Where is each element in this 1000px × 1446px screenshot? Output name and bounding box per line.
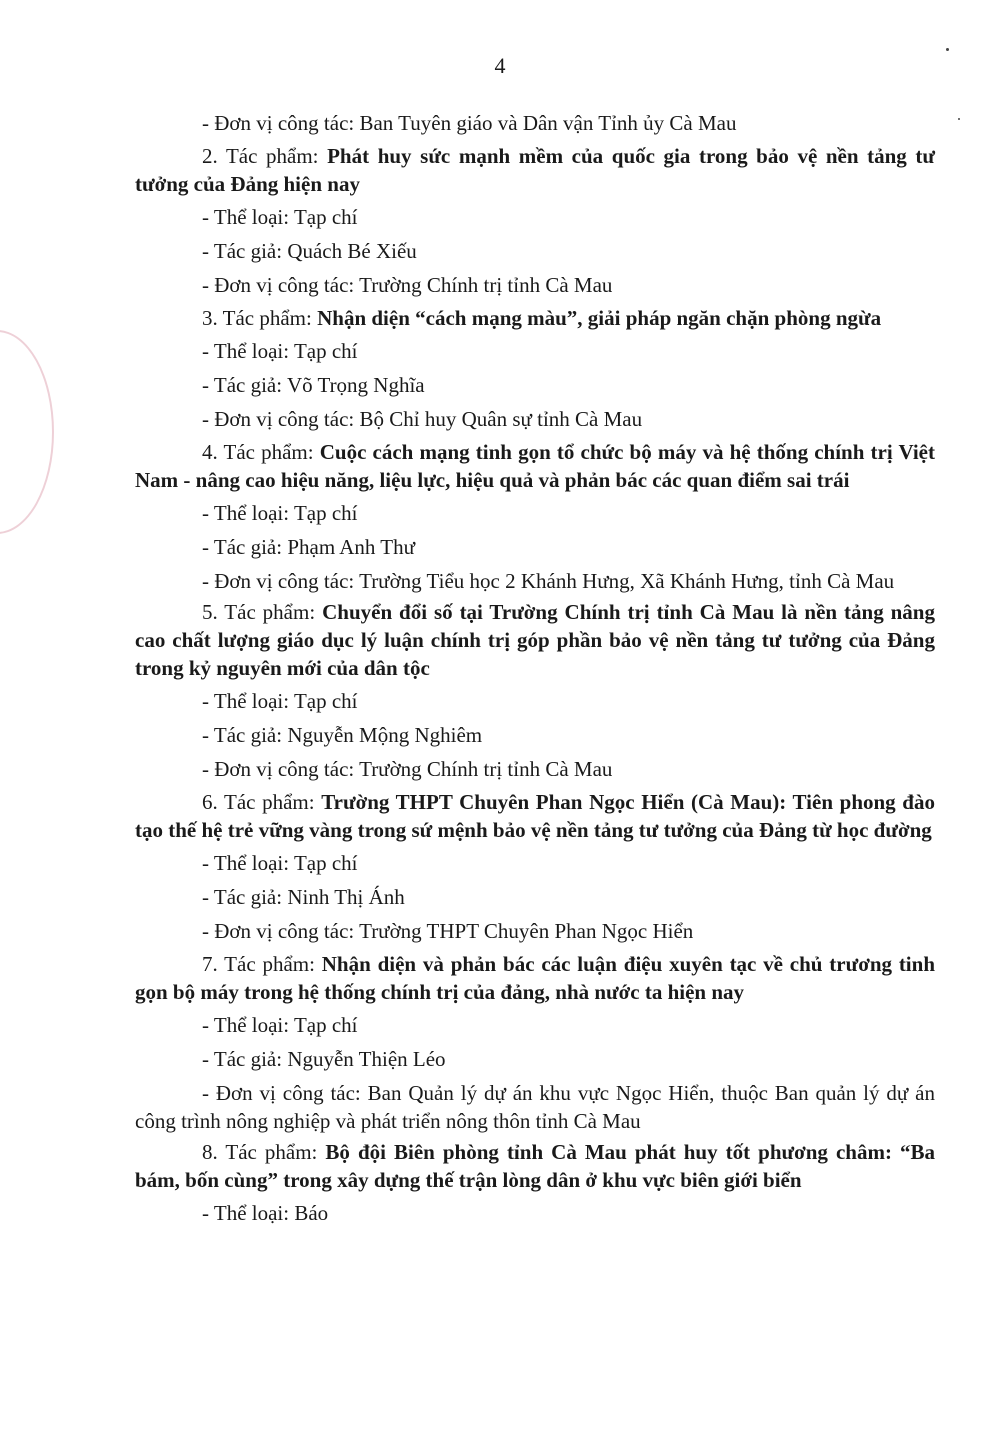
stamp-remnant (0, 330, 54, 534)
author-line: - Tác giả: Phạm Anh Thư (202, 535, 415, 559)
work-prefix: 4. Tác phẩm: (202, 440, 320, 464)
work-entry-8 (135, 1138, 935, 1194)
author-line: - Tác giả: Quách Bé Xiếu (202, 239, 417, 263)
genre-line: - Thể loại: Tạp chí (202, 689, 358, 713)
work-title: Nhận diện “cách mạng màu”, giải pháp ngăn chặn phòng ngừa (317, 306, 882, 330)
page-number: 4 (494, 53, 506, 78)
genre-line: - Thể loại: Tạp chí (202, 339, 358, 363)
unit-line: - Đơn vị công tác: Trường THPT Chuyên Phan Ngọc Hiển (202, 919, 694, 943)
scan-speck (958, 118, 960, 120)
work-title: Nhận diện và phản bác các luận điệu xuyên tạc về chủ trương tinh gọn bộ máy trong hệ thống chính trị của đảng, nhà nước ta hiện nay (135, 952, 935, 1004)
scan-speck (946, 48, 949, 51)
genre-line: - Thể loại: Tạp chí (202, 1013, 358, 1037)
document-body (135, 106, 935, 1230)
work-prefix: 2. Tác phẩm: (202, 144, 328, 168)
work-prefix: 5. Tác phẩm: (202, 600, 323, 624)
work-title: Cuộc cách mạng tinh gọn tổ chức bộ máy và hệ thống chính trị Việt Nam - nâng cao hiệu năng, liệu lực, hiệu quả và phản bác các quan điểm sai trái (135, 440, 935, 492)
work-title: Phát huy sức mạnh mềm của quốc gia trong bảo vệ nền tảng tư tưởng của Đảng hiện nay (135, 144, 935, 196)
genre-line: - Thể loại: Tạp chí (202, 851, 358, 875)
work-prefix: 7. Tác phẩm: (202, 952, 322, 976)
genre-line: - Thể loại: Báo (202, 1201, 329, 1225)
unit-line: - Đơn vị công tác: Ban Quản lý dự án khu vực Ngọc Hiển, thuộc Ban quản lý dự án công trình nông nghiệp và phát triển nông thôn tỉnh Cà Mau (135, 1081, 935, 1133)
work-entry-5 (135, 598, 935, 682)
unit-line: - Đơn vị công tác: Trường Chính trị tỉnh Cà Mau (202, 273, 613, 297)
unit-line: - Đơn vị công tác: Bộ Chỉ huy Quân sự tỉnh Cà Mau (202, 407, 643, 431)
unit-line: - Đơn vị công tác: Ban Tuyên giáo và Dân vận Tỉnh ủy Cà Mau (202, 111, 737, 135)
work-entry-2 (135, 142, 935, 198)
work-prefix: 8. Tác phẩm: (202, 1140, 326, 1164)
unit-line: - Đơn vị công tác: Trường Chính trị tỉnh Cà Mau (202, 757, 613, 781)
work-entry-7 (135, 950, 935, 1006)
genre-line: - Thể loại: Tạp chí (202, 501, 358, 525)
work-prefix: 6. Tác phẩm: (202, 790, 322, 814)
work-title: Trường THPT Chuyên Phan Ngọc Hiển (Cà Mau): Tiên phong đào tạo thế hệ trẻ vững vàng trong sứ mệnh bảo vệ nền tảng tư tưởng của Đảng từ học đường (135, 790, 935, 842)
author-line: - Tác giả: Nguyễn Thiện Léo (202, 1047, 446, 1071)
author-line: - Tác giả: Nguyễn Mộng Nghiêm (202, 723, 483, 747)
unit-line: - Đơn vị công tác: Trường Tiểu học 2 Khánh Hưng, Xã Khánh Hưng, tỉnh Cà Mau (202, 569, 895, 593)
work-entry-3 (135, 304, 935, 332)
work-title: Chuyển đổi số tại Trường Chính trị tỉnh Cà Mau là nền tảng nâng cao chất lượng giáo dục lý luận chính trị góp phần bảo vệ nền tảng tư tưởng của Đảng trong kỷ nguyên mới của dân tộc (135, 600, 935, 680)
work-title: Bộ đội Biên phòng tỉnh Cà Mau phát huy tốt phương châm: “Ba bám, bốn cùng” trong xây dựng thế trận lòng dân ở khu vực biên giới biển (135, 1140, 935, 1192)
author-line: - Tác giả: Võ Trọng Nghĩa (202, 373, 425, 397)
work-prefix: 3. Tác phẩm: (202, 306, 318, 330)
genre-line: - Thể loại: Tạp chí (202, 205, 358, 229)
author-line: - Tác giả: Ninh Thị Ánh (202, 885, 405, 909)
work-entry-4 (135, 438, 935, 494)
work-entry-6 (135, 788, 935, 844)
